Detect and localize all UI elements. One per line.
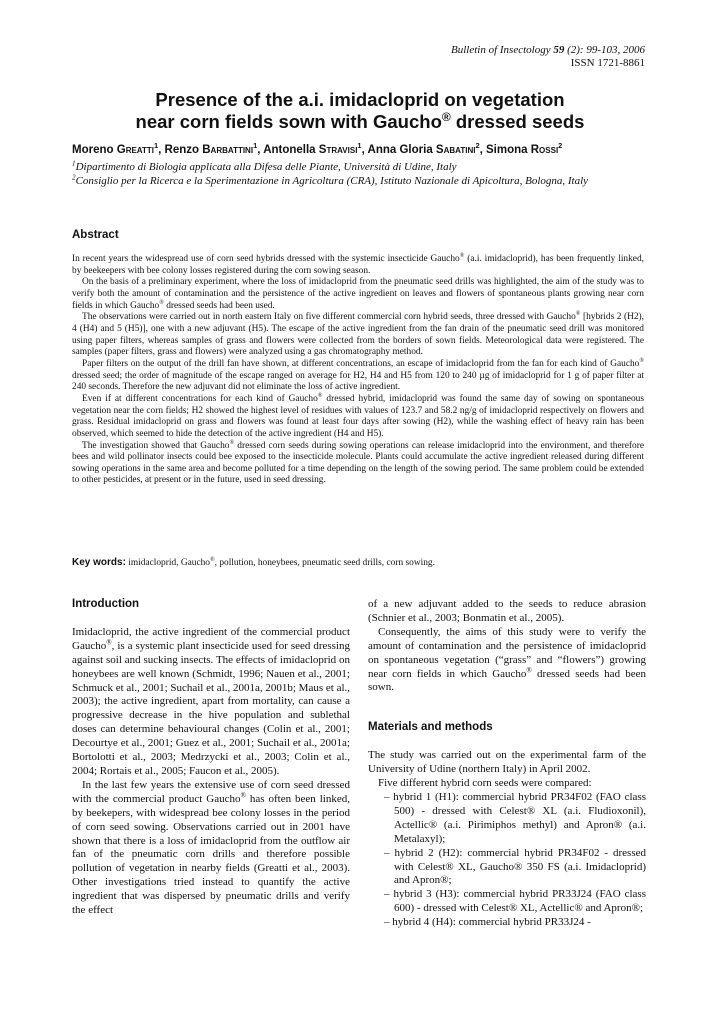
affiliation: $^1$Dipartimento di Biologia applicata alla Difesa delle Piante, Università di Udine, Italy [72, 159, 457, 173]
journal-volume: 59 [553, 44, 565, 56]
affiliation: $^2$Consiglio per la Ricerca e la Sperimentazione in Agricoltura (CRA), Istituto Nazionale di Apicoltura, Bologna, Italy [72, 173, 589, 187]
author: Simona Rossi$^2$ [486, 141, 563, 156]
list-item: – hybrid 1 (H1): commercial hybrid PR34F02 (FAO class 500) - dressed with Celest® XL (a.i. Fludioxonil), Actellic® (a.i. Pirimiphos methyl) and Apron® (a.i. Metalaxyl); [384, 790, 646, 845]
intro-paragraph: In the last few years the extensive use of corn seed dressed with the commercial product Gaucho® has often been linked, by beekepers, with widespread bee colony losses in the period of corn seed sowing. Observations carried out in 2001 have shown that there is a loss of imidacloprid from the outflow air fan of the pneumatic corn drills and therefore possible pollution of vegetation in nearby fields (Greatti et al., 2003). Other investigations tried instead to quantify the active ingredient that was dispersed by pneumatic drills and verify the effect [72, 778, 350, 917]
keywords: Key words: imidacloprid, Gaucho®, pollution, honeybees, pneumatic seed drills, corn sowing. [72, 556, 435, 568]
author-list: Moreno Greatti$^1$, Renzo Barbattini$^1$, Antonella Stravisi$^1$, Anna Gloria Sabatini$^2$, Simona Rossi$^2$ [72, 141, 563, 156]
methods-heading: Materials and methods [368, 721, 493, 734]
intro-paragraph: Imidacloprid, the active ingredient of the commercial product Gaucho®, is a systemic plant insecticide used for seed dressing against soil and sucking insects. The effects of imidacloprid on honeybees are well known (Schmidt, 1996; Nauen et al., 2001; Schmuck et al., 2001; Suchail et al., 2001a, 2001b; Maus et al., 2003); the active ingredient, apart from mortality, can cause a progressive decrease in the hive population and sublethal doses can determine behavioural changes (Colin et al., 2001; Decourtye et al., 2001; Guez et al., 2001; Suchail et al., 2001a; Bortolotti et al., 2003; Medrzycki et al., 2003; Colin et al., 2004; Rortais et al., 2005; Faucon et al., 2005). [72, 625, 351, 777]
paper-title: Presence of the a.i. imidacloprid on vegetation near corn fields sown with Gaucho® dressed seeds [135, 89, 585, 132]
abstract-paragraph: The investigation showed that Gaucho® dressed corn seeds during sowing operations can release imidacloprid into the environment, and therefore bees and wild pollinator insects could bee exposed to the insecticide molecule. Plants could accumulate the active ingredient released during different sowing operations in the same area and become polluted for a time depending on the length of the sowing period. The same problem could be extended to other pesticides, at present or in the future, used in seed dressing. [72, 439, 644, 486]
journal-citation: Bulletin of Insectology 59 (2): 99-103, 2006 [451, 44, 645, 56]
hybrid-list [368, 791, 646, 930]
keywords-label: Key words: [72, 557, 126, 568]
intro-continuation: of a new adjuvant added to the seeds to reduce abrasion (Schnier et al., 2003; Bonmatin et al., 2005). [368, 598, 646, 624]
list-item: – hybrid 3 (H3): commercial hybrid PR33J24 (FAO class 600) - dressed with Celest® XL, Actellic® and Apron®; [384, 888, 646, 915]
issn: ISSN 1721-8861 [570, 57, 645, 69]
journal-header [451, 44, 645, 70]
list-item: – hybrid 4 (H4): commercial hybrid PR33J24 - [384, 916, 591, 929]
intro-paragraph: Consequently, the aims of this study were to verify the amount of contamination and the persistence of imidacloprid on spontaneous vegetation (“grass” and “flowers”) growing near corn fields in which Gaucho® dressed seeds had been sown. [368, 625, 647, 694]
author: Renzo Barbattini$^1$ [164, 141, 258, 156]
abstract-paragraph: Even if at different concentrations for each kind of Gaucho® dressed hybrid, imidacloprid was found the same day of sowing on spontaneous vegetation near the corn fields; H2 showed the highest level of residues with values of 123.7 and 58.2 ng/g of imidacloprid respectively on flowers and grass. Residual imidacloprid on grass and flowers was found at least four days after sowing (H2), while the washing effect of heavy rain has been observed, which seemed to hide the detection of the active ingredient (H4 and H5). [72, 392, 644, 439]
author: Moreno Greatti$^1$ [72, 141, 159, 156]
list-item: – hybrid 2 (H2): commercial hybrid PR34F02 - dressed with Celest® XL, Gaucho® 350 FS (a.i. Imidacloprid) and Apron®; [384, 846, 646, 887]
right-column [368, 598, 646, 930]
abstract-paragraph: In recent years the widespread use of corn seed hybrids dressed with the systemic insecticide Gaucho® (a.i. imidacloprid), has been frequently linked, by beekeepers with bee colony losses registered during the corn sowing season. [72, 252, 644, 276]
left-column [72, 598, 350, 918]
author: Antonella Stravisi$^1$ [263, 141, 362, 156]
abstract-paragraph: Paper filters on the output of the drill fan have shown, at different concentrations, an escape of imidacloprid from the fan for each kind of Gaucho® dressed seed; the order of magnitude of the escape ranged on average for H2, H4 and H5 from 120 to 240 µg of imidacloprid for 1 g of paper filter at 240 seconds. Therefore the new adjuvant did not eliminate the loss of active ingredient. [72, 357, 644, 393]
author: Anna Gloria Sabatini$^2$ [367, 141, 480, 156]
methods-paragraph: The study was carried out on the experimental farm of the University of Udine (northern Italy) in April 2002. [368, 749, 646, 776]
abstract-paragraph: On the basis of a preliminary experiment, where the loss of imidacloprid from the pneumatic seed drills was highlighted, the aim of the study was to verify both the amount of contamination and the persistence of the active ingredient on leaves and flowers of spontaneous plants growing near corn fields in which Gaucho® dressed seeds had been used. [72, 277, 644, 311]
introduction-heading: Introduction [72, 598, 140, 610]
methods-paragraph: Five different hybrid corn seeds were compared: [378, 777, 592, 790]
affiliations [72, 160, 588, 188]
abstract-heading: Abstract [72, 229, 119, 241]
abstract-paragraph: The observations were carried out in north eastern Italy on five different commercial corn hybrid seeds, three dressed with Gaucho® [hybrids 2 (H2), 4 (H4) and 5 (H5)], one with a new adjuvant (H5). The escape of the active ingredient from the fan drain of the pneumatic seed drill was monitored using paper filters, whereas samples of grass and flowers were collected from the borders of sown fields. Meteorological data were registered. The samples (paper filters, grass and flowers) were analyzed using a gas chromatography method. [72, 311, 645, 358]
abstract-body [72, 254, 644, 487]
